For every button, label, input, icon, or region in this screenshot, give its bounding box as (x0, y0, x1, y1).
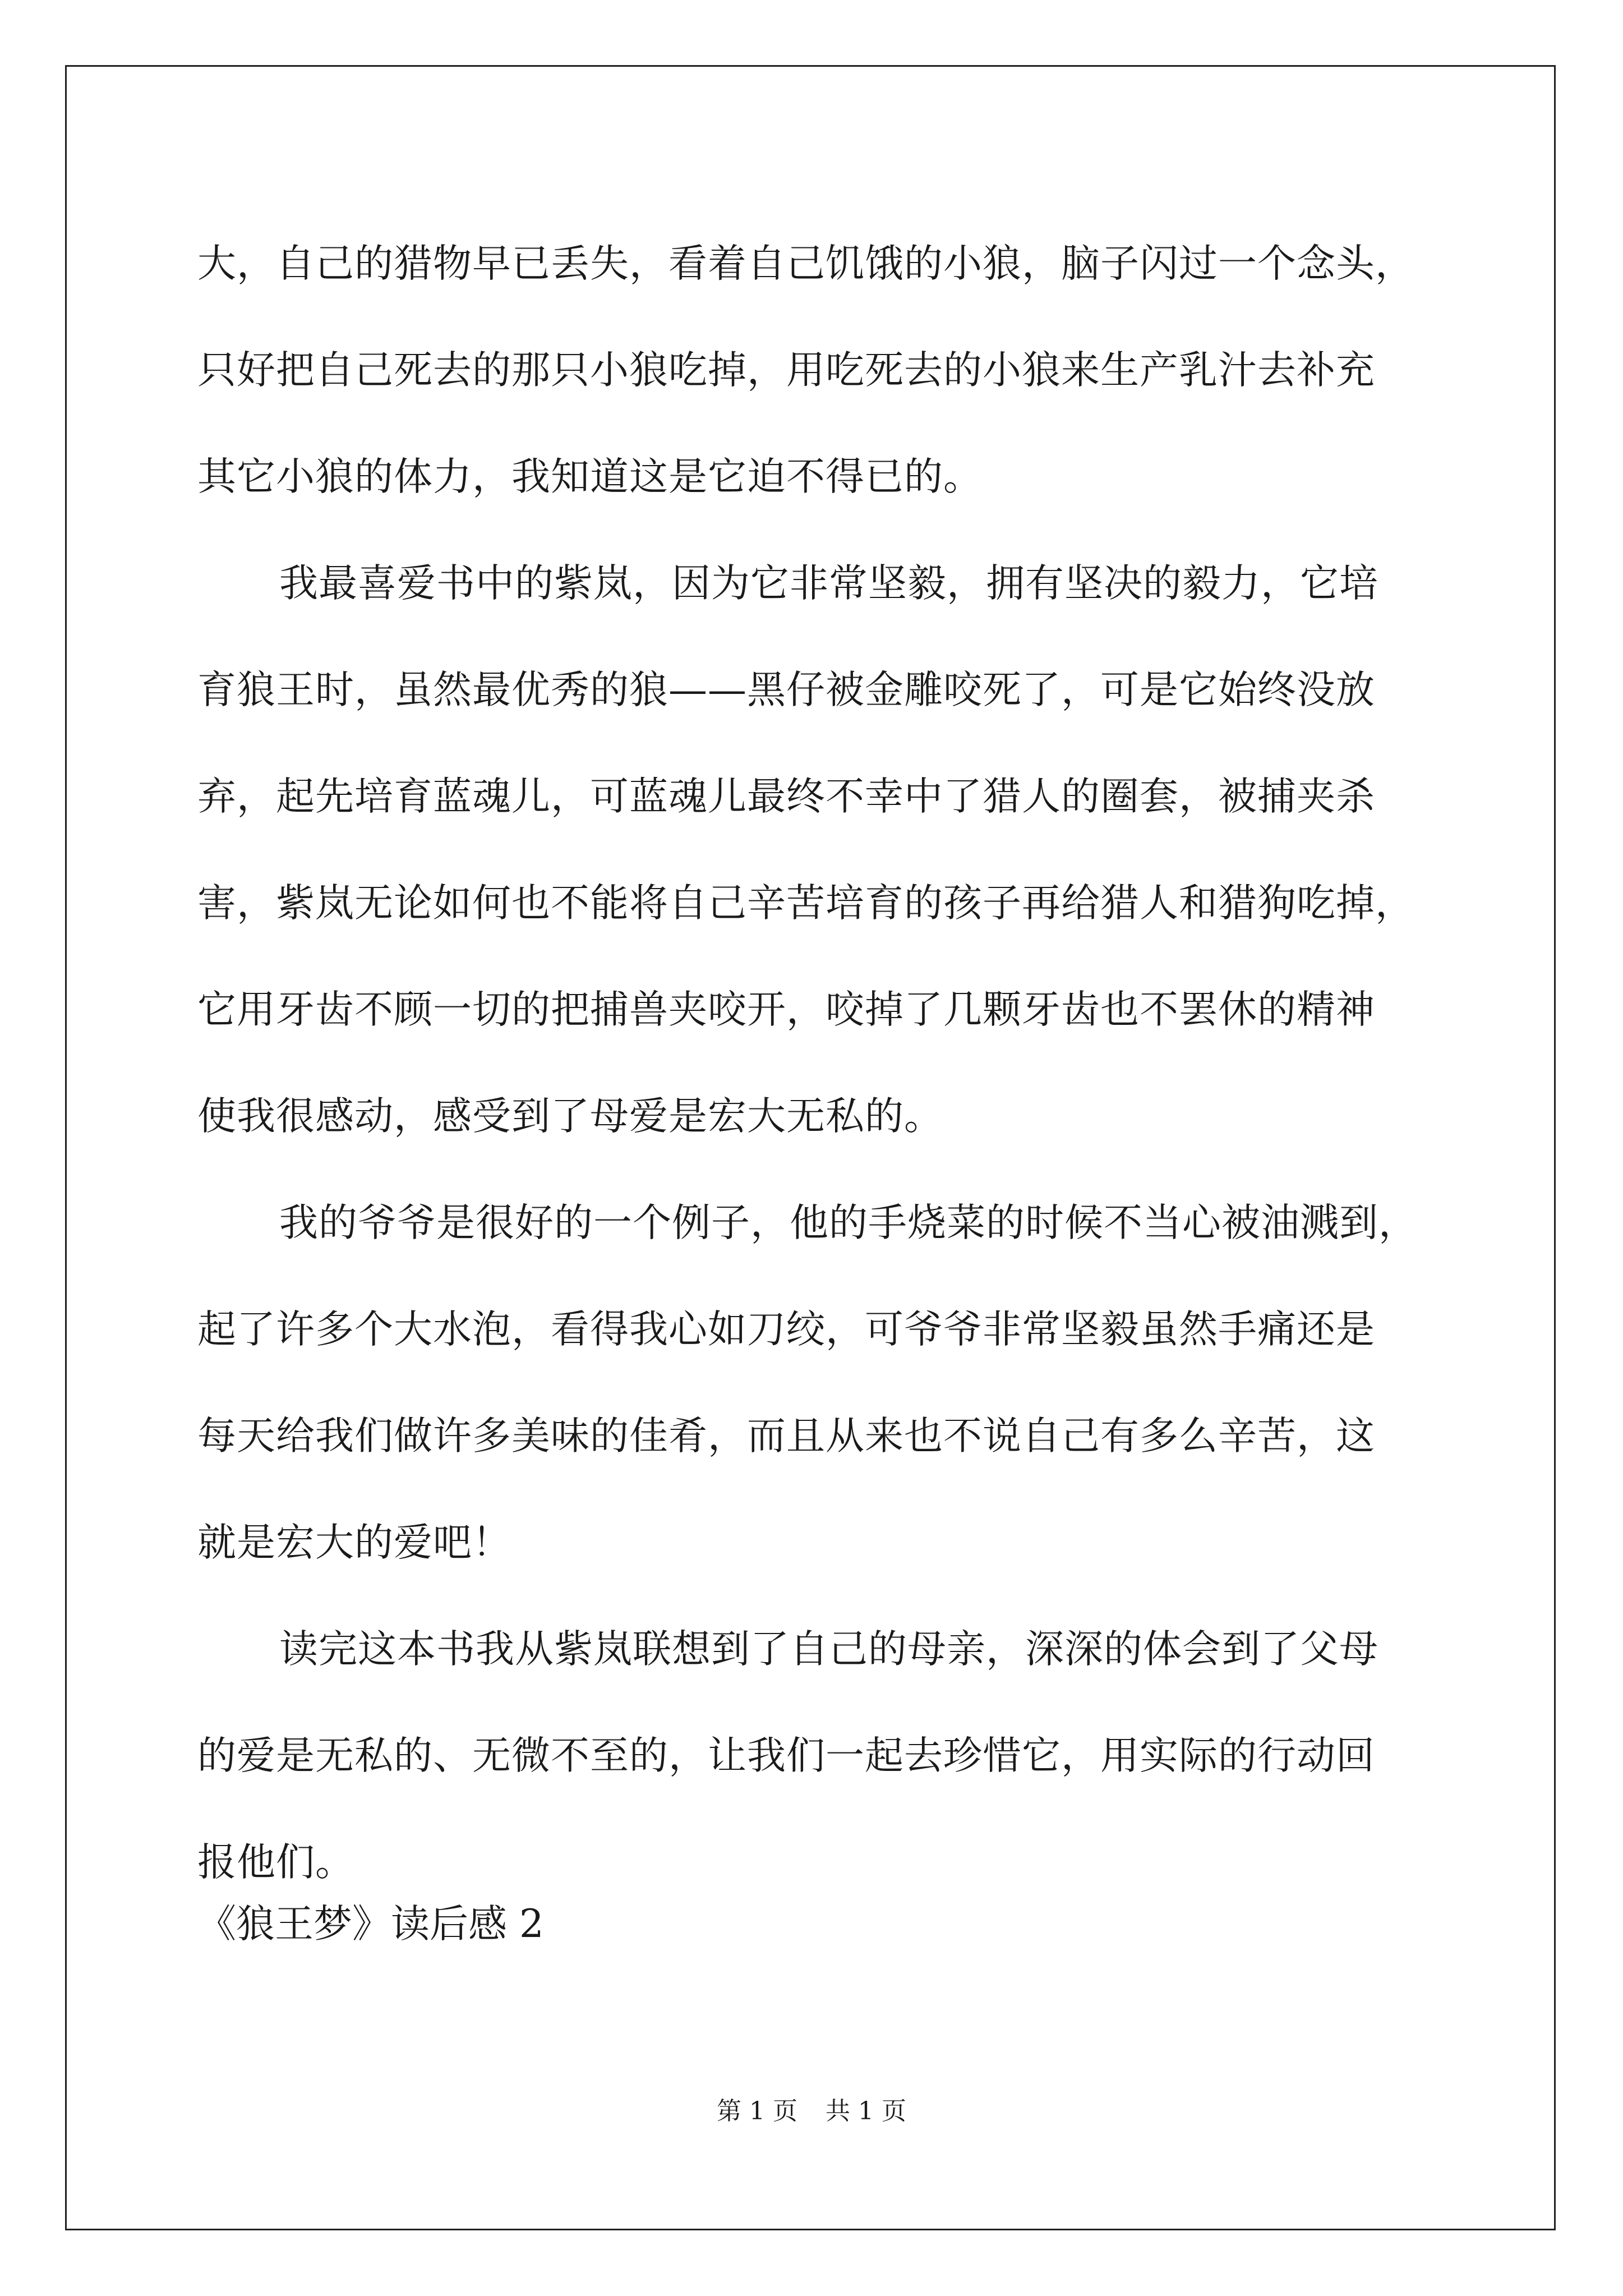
text-line: 其它小狼的体力，我知道这是它迫不得已的。 (197, 454, 983, 499)
document-body (197, 210, 1437, 1916)
section-heading: 《狼王梦》读后感 2 (197, 1902, 544, 1947)
page-number: 第 1 页 (717, 2097, 797, 2125)
text-line: 弃，起先培育蓝魂儿，可蓝魂儿最终不幸中了猎人的圈套，被捕夹杀 (197, 774, 1375, 819)
text-line: 使我很感动，感受到了母爱是宏大无私的。 (197, 1094, 943, 1139)
text-line: 每天给我们做许多美味的佳肴，而且从来也不说自己有多么辛苦，这 (197, 1414, 1375, 1458)
text-line: 起了许多个大水泡，看得我心如刀绞，可爷爷非常坚毅虽然手痛还是 (197, 1307, 1375, 1352)
page-footer (0, 2095, 1623, 2128)
text-line: 它用牙齿不顾一切的把捕兽夹咬开，咬掉了几颗牙齿也不罢休的精神 (197, 987, 1375, 1032)
text-line: 的爱是无私的、无微不至的，让我们一起去珍惜它，用实际的行动回 (197, 1733, 1375, 1778)
text-line: 大，自己的猎物早已丢失，看着自己饥饿的小狼，脑子闪过一个念头， (197, 241, 1414, 286)
text-line: 就是宏大的爱吧！ (197, 1520, 511, 1565)
text-line: 报他们。 (197, 1840, 354, 1885)
text-line: 我最喜爱书中的紫岚，因为它非常坚毅，拥有坚决的毅力，它培 (279, 561, 1378, 606)
text-line: 只好把自己死去的那只小狼吃掉，用吃死去的小狼来生产乳汁去补充 (197, 348, 1375, 393)
text-line: 我的爷爷是很好的一个例子，他的手烧菜的时候不当心被油溅到， (279, 1200, 1418, 1245)
text-line: 害，紫岚无论如何也不能将自己辛苦培育的孩子再给猎人和猎狗吃掉， (197, 881, 1414, 926)
page-total: 共 1 页 (826, 2097, 906, 2125)
text-line: 育狼王时，虽然最优秀的狼——黑仔被金雕咬死了，可是它始终没放 (197, 668, 1375, 712)
text-line: 读完这本书我从紫岚联想到了自己的母亲，深深的体会到了父母 (279, 1627, 1378, 1672)
